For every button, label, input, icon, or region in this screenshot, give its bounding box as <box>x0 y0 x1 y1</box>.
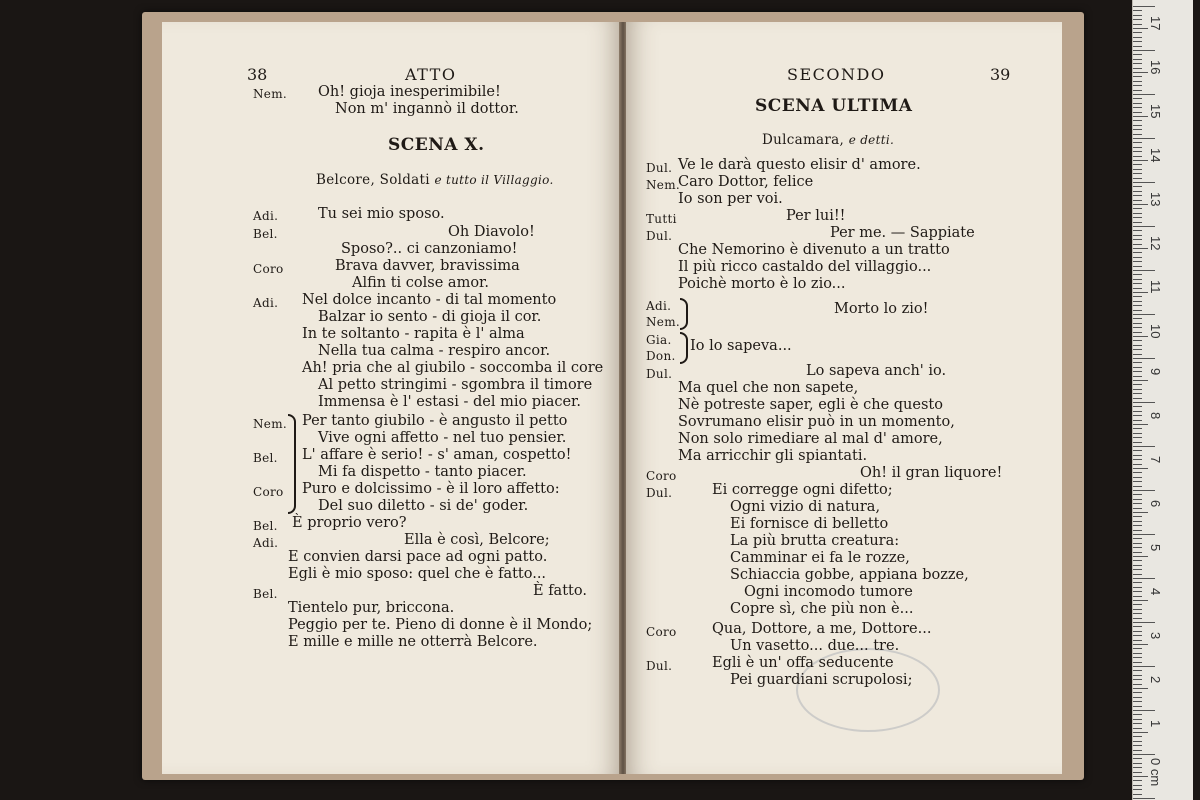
verse-line: Oh Diavolo! <box>448 224 535 240</box>
ruler-tick <box>1133 710 1155 711</box>
verse-line: Copre sì, che più non è... <box>730 601 914 617</box>
ruler-tick <box>1133 490 1155 491</box>
ruler-tick <box>1133 657 1142 658</box>
ruler-tick <box>1133 481 1142 482</box>
verse-line: In te soltanto - rapita è l' alma <box>302 326 525 342</box>
ruler-tick <box>1133 534 1155 535</box>
ruler-tick <box>1133 732 1148 733</box>
ruler-number: 15 <box>1148 104 1163 119</box>
verse-line: Io lo sapeva... <box>690 338 792 354</box>
ruler-tick <box>1133 499 1142 500</box>
ruler-tick <box>1133 512 1148 513</box>
verse-line: Ogni vizio di natura, <box>730 499 881 515</box>
ruler-tick <box>1133 697 1142 698</box>
ruler-tick <box>1133 318 1142 319</box>
ruler-tick <box>1133 19 1142 20</box>
ruler-tick <box>1133 305 1142 306</box>
ruler-tick <box>1133 235 1142 236</box>
verse-line: Non solo rimediare al mal d' amore, <box>678 431 943 447</box>
ruler-tick <box>1133 736 1142 737</box>
ruler-tick <box>1133 640 1142 641</box>
ruler-tick <box>1133 552 1142 553</box>
ruler-tick <box>1133 195 1142 196</box>
ruler-tick <box>1133 76 1142 77</box>
verse-line: Che Nemorino è divenuto a un tratto <box>678 242 950 258</box>
ruler-tick <box>1133 635 1142 636</box>
ruler-tick <box>1133 428 1142 429</box>
speaker: Adi. <box>253 209 279 223</box>
ruler-tick <box>1133 169 1142 170</box>
ruler-tick <box>1133 455 1142 456</box>
ruler-tick <box>1133 371 1142 372</box>
ruler-tick <box>1133 406 1142 407</box>
verse-line: Tientelo pur, briccona. <box>288 600 455 616</box>
verse-line: Un vasetto... due... tre. <box>730 638 900 654</box>
ruler-tick <box>1133 679 1142 680</box>
verse-line: Oh! il gran liquore! <box>860 465 1003 481</box>
ruler-tick <box>1133 477 1142 478</box>
ruler-tick <box>1133 692 1142 693</box>
ruler-tick <box>1133 662 1142 663</box>
ruler-tick <box>1133 538 1142 539</box>
ruler-tick <box>1133 741 1142 742</box>
ruler-tick <box>1133 508 1142 509</box>
ruler-tick <box>1133 257 1142 258</box>
verse-line: Egli è un' offa seducente <box>712 655 894 671</box>
ruler-tick <box>1133 283 1142 284</box>
ruler-tick <box>1133 626 1142 627</box>
speaker: Dul. <box>646 659 673 673</box>
ruler-tick <box>1133 98 1142 99</box>
ruler-tick <box>1133 200 1142 201</box>
ruler-tick <box>1133 459 1142 460</box>
ruler-tick <box>1133 596 1142 597</box>
ruler-tick <box>1133 186 1142 187</box>
ruler-tick <box>1133 266 1142 267</box>
ruler-tick <box>1133 670 1142 671</box>
ruler-tick <box>1133 398 1142 399</box>
ruler-tick <box>1133 292 1148 293</box>
ruler-tick <box>1133 103 1142 104</box>
speaker: Coro <box>646 469 677 483</box>
ruler-tick <box>1133 68 1142 69</box>
ruler-number: 9 <box>1148 368 1163 376</box>
ruler-tick <box>1133 340 1142 341</box>
speaker: Dul. <box>646 486 673 500</box>
ruler-tick <box>1133 107 1142 108</box>
verse-line: Al petto stringimi - sgombra il timore <box>318 377 593 393</box>
verse-line: È proprio vero? <box>292 515 407 531</box>
ruler-tick <box>1133 530 1142 531</box>
verse-line: Morto lo zio! <box>834 301 929 317</box>
verse-line: Camminar ei fa le rozze, <box>730 550 910 566</box>
ruler-number: 11 <box>1148 280 1163 294</box>
ruler-tick <box>1133 785 1142 786</box>
ruler-tick <box>1133 327 1142 328</box>
verse-line: E convien darsi pace ad ogni patto. <box>288 549 548 565</box>
verse-line: Ah! pria che al giubilo - soccomba il core <box>302 360 604 376</box>
ruler-tick <box>1133 437 1142 438</box>
ruler-tick <box>1133 125 1142 126</box>
ruler-tick <box>1133 72 1148 73</box>
ruler-tick <box>1133 248 1148 249</box>
ruler-tick <box>1133 772 1142 773</box>
ruler-tick <box>1133 728 1142 729</box>
verse-line: Non m' ingannò il dottor. <box>335 101 519 117</box>
verse-line: Ei fornisce di belletto <box>730 516 889 532</box>
scene-title-left: SCENA X. <box>388 135 485 155</box>
speaker: Bel. <box>253 451 278 465</box>
ruler-tick <box>1133 367 1142 368</box>
speaker: Bel. <box>253 227 278 241</box>
verse-brace <box>288 414 296 514</box>
ruler-tick <box>1133 142 1142 143</box>
scene-title-right: SCENA ULTIMA <box>755 96 913 116</box>
scene-caption-left <box>316 172 554 189</box>
ruler-tick <box>1133 323 1142 324</box>
speaker: Nem. <box>646 178 680 192</box>
verse-line: Qua, Dottore, a me, Dottore... <box>712 621 932 637</box>
verse-line: Per me. — Sappiate <box>830 225 975 241</box>
ruler-tick <box>1133 450 1142 451</box>
ruler-tick <box>1133 446 1155 447</box>
ruler-tick <box>1133 81 1142 82</box>
ruler-tick <box>1133 622 1155 623</box>
ruler-tick <box>1133 776 1148 777</box>
verse-line: Ve le darà questo elisir d' amore. <box>678 157 921 173</box>
ruler-tick <box>1133 15 1142 16</box>
speaker: Gia. <box>646 333 672 347</box>
ruler-tick <box>1133 261 1142 262</box>
ruler-tick <box>1133 745 1142 746</box>
ruler-tick <box>1133 32 1142 33</box>
speaker: Coro <box>646 625 677 639</box>
verse-line: Ei corregge ogni difetto; <box>712 482 893 498</box>
ruler-tick <box>1133 763 1142 764</box>
ruler-tick <box>1133 50 1155 51</box>
verse-line: Ogni incomodo tumore <box>744 584 913 600</box>
ruler-tick <box>1133 120 1142 121</box>
ruler-tick <box>1133 424 1148 425</box>
ruler-number: 4 <box>1148 588 1163 596</box>
ruler-tick <box>1133 521 1142 522</box>
verse-brace <box>680 298 688 330</box>
verse-line: Tu sei mio sposo. <box>318 206 445 222</box>
ruler-tick <box>1133 24 1142 25</box>
verse-line: E mille e mille ne otterrà Belcore. <box>288 634 538 650</box>
speaker: Bel. <box>253 587 278 601</box>
ruler-tick <box>1133 653 1142 654</box>
ruler-number: 10 <box>1148 324 1163 339</box>
verse-line: È fatto. <box>533 583 587 599</box>
verse-line: Vive ogni affetto - nel tuo pensier. <box>318 430 567 446</box>
ruler-tick <box>1133 151 1142 152</box>
ruler-tick <box>1133 358 1155 359</box>
ruler-tick <box>1133 723 1142 724</box>
verse-brace <box>680 332 688 364</box>
ruler-tick <box>1133 798 1155 799</box>
ruler-tick <box>1133 525 1142 526</box>
verse-line: Il più ricco castaldo del villaggio... <box>678 259 932 275</box>
scene-caption-right <box>762 132 894 149</box>
ruler-tick <box>1133 349 1142 350</box>
scene-caption-rest: e tutto il Villaggio. <box>434 173 554 187</box>
ruler-tick <box>1133 46 1142 47</box>
ruler-tick <box>1133 336 1148 337</box>
ruler-tick <box>1133 402 1155 403</box>
ruler-tick <box>1133 780 1142 781</box>
ruler-number: 14 <box>1148 148 1163 163</box>
ruler-number: 16 <box>1148 60 1163 75</box>
ruler-tick <box>1133 217 1142 218</box>
ruler-tick <box>1133 393 1142 394</box>
ruler-tick <box>1133 54 1142 55</box>
ruler-tick <box>1133 239 1142 240</box>
ruler-tick <box>1133 288 1142 289</box>
ruler-number: 12 <box>1148 236 1163 251</box>
ruler-tick <box>1133 547 1142 548</box>
ruler-tick <box>1133 10 1142 11</box>
ruler-tick <box>1133 494 1142 495</box>
ruler-tick <box>1133 543 1142 544</box>
ruler-number: 17 <box>1148 16 1163 31</box>
speaker: Tutti <box>646 212 677 226</box>
ruler-tick <box>1133 631 1142 632</box>
verse-line: Peggio per te. Pieno di donne è il Mondo; <box>288 617 593 633</box>
speaker: Nem. <box>646 315 680 329</box>
ruler-tick <box>1133 574 1142 575</box>
ruler-tick <box>1133 332 1142 333</box>
ruler-tick <box>1133 204 1148 205</box>
ruler-number: 6 <box>1148 500 1163 508</box>
ruler-tick <box>1133 767 1142 768</box>
ruler-tick <box>1133 147 1142 148</box>
ruler-tick <box>1133 37 1142 38</box>
ruler-number: 8 <box>1148 412 1163 420</box>
verse-line: La più brutta creatura: <box>730 533 900 549</box>
verse-line: Sposo?.. ci canzoniamo! <box>341 241 518 257</box>
verse-line: Pei guardiani scrupolosi; <box>730 672 913 688</box>
verse-line: Nè potreste saper, egli è che questo <box>678 397 943 413</box>
verse-line: Oh! gioja inesperimibile! <box>318 84 501 100</box>
ruler-number: 2 <box>1148 676 1163 684</box>
ruler-tick <box>1133 274 1142 275</box>
ruler-tick <box>1133 758 1142 759</box>
speaker: Bel. <box>253 519 278 533</box>
ruler-tick <box>1133 420 1142 421</box>
verse-line: Schiaccia gobbe, appiana bozze, <box>730 567 969 583</box>
speaker: Adi. <box>253 296 279 310</box>
ruler-tick <box>1133 750 1142 751</box>
page-number-left: 38 <box>247 65 268 84</box>
speaker: Adi. <box>253 536 279 550</box>
measuring-ruler <box>1132 0 1193 800</box>
ruler-tick <box>1133 6 1155 7</box>
ruler-tick <box>1133 794 1142 795</box>
ruler-tick <box>1133 389 1142 390</box>
ruler-tick <box>1133 503 1142 504</box>
ruler-tick <box>1133 63 1142 64</box>
ruler-tick <box>1133 270 1155 271</box>
speaker: Dul. <box>646 229 673 243</box>
ruler-tick <box>1133 556 1148 557</box>
ruler-tick <box>1133 85 1142 86</box>
ruler-tick <box>1133 116 1148 117</box>
speaker: Adi. <box>646 299 672 313</box>
ruler-number: 13 <box>1148 192 1163 207</box>
verse-line: Sovrumano elisir può in un momento, <box>678 414 955 430</box>
verse-line: Poichè morto è lo zio... <box>678 276 846 292</box>
verse-line: Balzar io sento - di gioja il cor. <box>318 309 542 325</box>
ruler-tick <box>1133 112 1142 113</box>
ruler-tick <box>1133 222 1142 223</box>
ruler-tick <box>1133 604 1142 605</box>
ruler-tick <box>1133 94 1155 95</box>
verse-line: L' affare è serio! - s' aman, cospetto! <box>302 447 572 463</box>
ruler-tick <box>1133 613 1142 614</box>
speaker: Coro <box>253 262 284 276</box>
ruler-tick <box>1133 191 1142 192</box>
scene-caption-rest: e detti. <box>848 133 895 147</box>
verse-line: Nella tua calma - respiro ancor. <box>318 343 551 359</box>
ruler-tick <box>1133 296 1142 297</box>
ruler-tick <box>1133 362 1142 363</box>
ruler-tick <box>1133 719 1142 720</box>
ruler-tick <box>1133 648 1142 649</box>
ruler-tick <box>1133 164 1142 165</box>
ruler-tick <box>1133 314 1155 315</box>
ruler-number: 5 <box>1148 544 1163 552</box>
ruler-tick <box>1133 591 1142 592</box>
verse-line: Immensa è l' estasi - del mio piacer. <box>318 394 582 410</box>
ruler-tick <box>1133 345 1142 346</box>
verse-line: Io son per voi. <box>678 191 783 207</box>
ruler-tick <box>1133 706 1142 707</box>
speaker: Dul. <box>646 367 673 381</box>
ruler-tick <box>1133 28 1148 29</box>
speaker: Dul. <box>646 161 673 175</box>
ruler-tick <box>1133 609 1142 610</box>
ruler-tick <box>1133 675 1142 676</box>
ruler-tick <box>1133 486 1142 487</box>
verse-line: Per lui!! <box>786 208 846 224</box>
ruler-tick <box>1133 472 1142 473</box>
ruler-tick <box>1133 688 1148 689</box>
verse-line: Ma arricchir gli spiantati. <box>678 448 868 464</box>
ruler-unit: 0 cm <box>1148 758 1163 787</box>
ruler-tick <box>1133 565 1142 566</box>
ruler-tick <box>1133 173 1142 174</box>
ruler-tick <box>1133 244 1142 245</box>
verse-line: Brava davver, bravissima <box>335 258 520 274</box>
verse-line: Egli è mio sposo: quel che è fatto... <box>288 566 547 582</box>
ruler-tick <box>1133 442 1142 443</box>
ruler-tick <box>1133 560 1142 561</box>
ruler-number: 7 <box>1148 456 1163 464</box>
ruler-tick <box>1133 644 1148 645</box>
ruler-tick <box>1133 252 1142 253</box>
ruler-tick <box>1133 384 1142 385</box>
verse-line: Lo sapeva anch' io. <box>806 363 947 379</box>
ruler-tick <box>1133 182 1155 183</box>
ruler-tick <box>1133 684 1142 685</box>
ruler-tick <box>1133 714 1142 715</box>
ruler-tick <box>1133 587 1142 588</box>
ruler-tick <box>1133 208 1142 209</box>
ruler-tick <box>1133 433 1142 434</box>
ruler-tick <box>1133 134 1142 135</box>
ruler-tick <box>1133 411 1142 412</box>
ruler-tick <box>1133 578 1155 579</box>
ruler-tick <box>1133 415 1142 416</box>
scene-caption-names: Dulcamara, <box>762 132 845 148</box>
verse-line: Caro Dottor, felice <box>678 174 814 190</box>
ruler-tick <box>1133 310 1142 311</box>
ruler-tick <box>1133 354 1142 355</box>
ruler-tick <box>1133 138 1155 139</box>
ruler-tick <box>1133 701 1142 702</box>
ruler-tick <box>1133 569 1142 570</box>
ruler-tick <box>1133 600 1148 601</box>
running-head-left: ATTO <box>405 65 457 84</box>
scene-caption-names: Belcore, Soldati <box>316 172 430 188</box>
ruler-tick <box>1133 618 1142 619</box>
verse-line: Nel dolce incanto - di tal momento <box>302 292 557 308</box>
ruler-tick <box>1133 90 1142 91</box>
ruler-tick <box>1133 376 1142 377</box>
ruler-tick <box>1133 754 1155 755</box>
ruler-tick <box>1133 464 1142 465</box>
verse-line: Ella è così, Belcore; <box>404 532 550 548</box>
page-number-right: 39 <box>990 65 1011 84</box>
speaker: Nem. <box>253 87 287 101</box>
speaker: Don. <box>646 349 676 363</box>
ruler-tick <box>1133 666 1155 667</box>
verse-line: Puro e dolcissimo - è il loro affetto: <box>302 481 560 497</box>
ruler-tick <box>1133 279 1142 280</box>
ruler-number: 1 <box>1148 720 1163 728</box>
ruler-tick <box>1133 230 1142 231</box>
ruler-tick <box>1133 178 1142 179</box>
verse-line: Mi fa dispetto - tanto piacer. <box>318 464 527 480</box>
speaker: Nem. <box>253 417 287 431</box>
ruler-tick <box>1133 213 1142 214</box>
ruler-tick <box>1133 129 1142 130</box>
ruler-tick <box>1133 301 1142 302</box>
verse-line: Per tanto giubilo - è angusto il petto <box>302 413 568 429</box>
running-head-right: SECONDO <box>787 65 886 84</box>
verse-line: Del suo diletto - si de' goder. <box>318 498 529 514</box>
ruler-tick <box>1133 156 1142 157</box>
verse-line: Ma quel che non sapete, <box>678 380 859 396</box>
ruler-number: 3 <box>1148 632 1163 640</box>
ruler-tick <box>1133 160 1148 161</box>
ruler-tick <box>1133 59 1142 60</box>
ruler-tick <box>1133 41 1142 42</box>
ruler-tick <box>1133 380 1148 381</box>
ruler-tick <box>1133 582 1142 583</box>
speaker: Coro <box>253 485 284 499</box>
ruler-tick <box>1133 226 1155 227</box>
ruler-tick <box>1133 468 1148 469</box>
verse-line: Alfin ti colse amor. <box>352 275 489 291</box>
ruler-tick <box>1133 516 1142 517</box>
ruler-tick <box>1133 789 1142 790</box>
